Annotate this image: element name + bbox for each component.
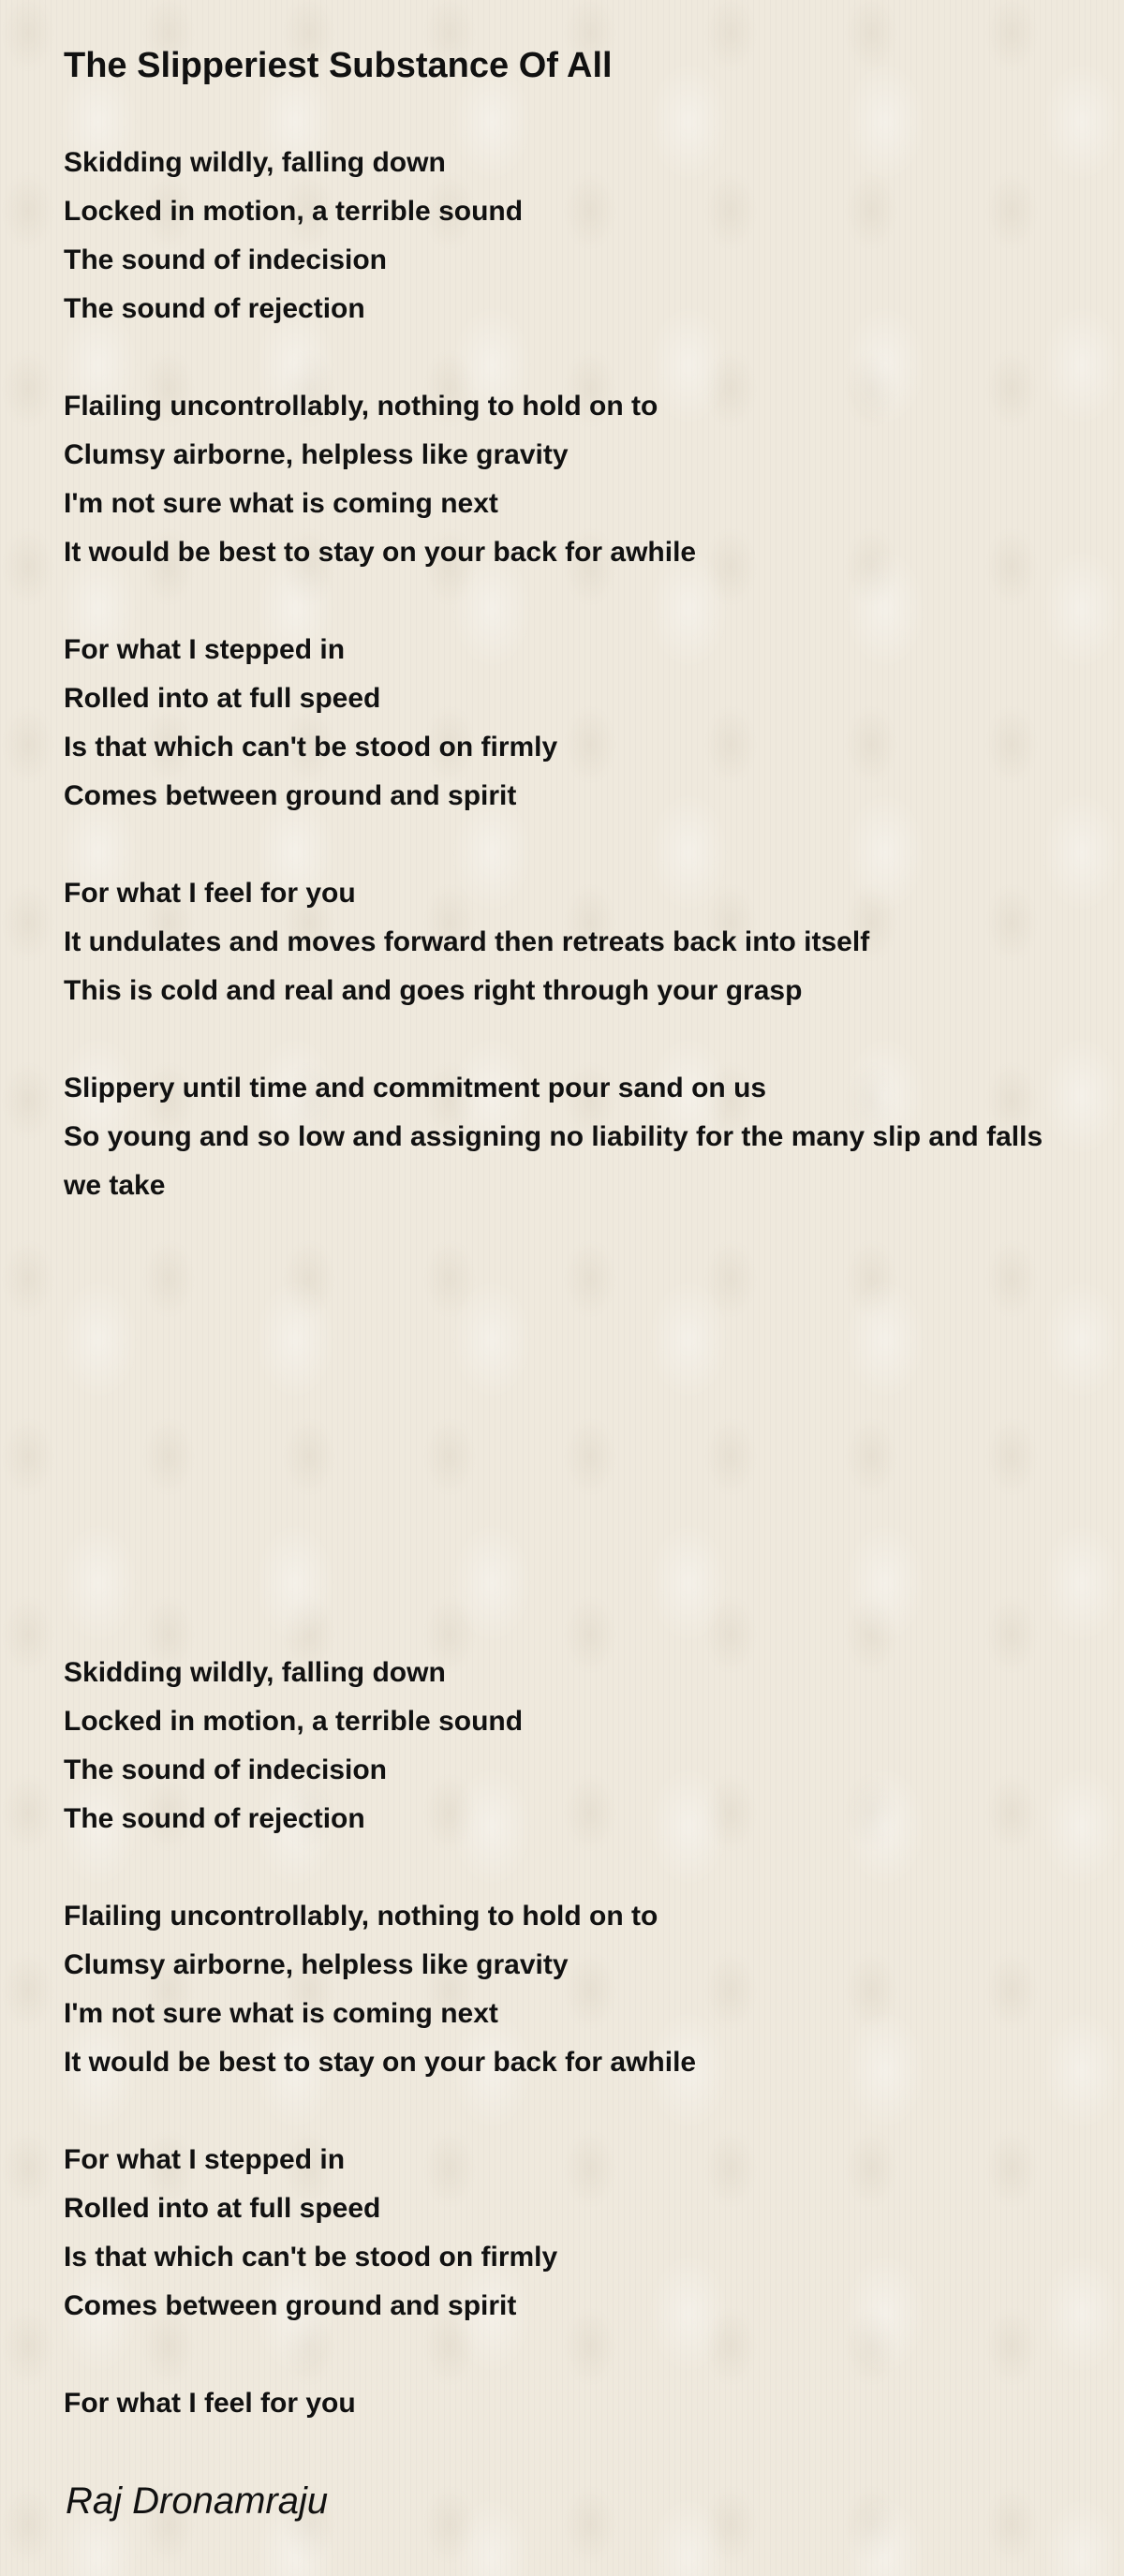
poem-line: Rolled into at full speed xyxy=(64,2193,381,2224)
poem-line: Flailing uncontrollably, nothing to hold on to xyxy=(64,391,658,422)
poem-body-bottom xyxy=(64,1649,1075,2477)
poem-line: I'm not sure what is coming next xyxy=(64,488,498,519)
poem-line: Rolled into at full speed xyxy=(64,683,381,714)
poem-line: Clumsy airborne, helpless like gravity xyxy=(64,439,569,470)
poem-line: So young and so low and assigning no liability for the many slip and falls we take xyxy=(64,1121,1043,1201)
stanza xyxy=(64,139,1075,333)
poem-line: Comes between ground and spirit xyxy=(64,2290,517,2321)
poem-line: The sound of rejection xyxy=(64,293,365,324)
poem-line: Locked in motion, a terrible sound xyxy=(64,196,524,227)
poem-line: This is cold and real and goes right through your grasp xyxy=(64,975,803,1006)
poem-line: For what I feel for you xyxy=(64,2388,356,2419)
stanza xyxy=(64,2379,1075,2428)
poem-line: For what I stepped in xyxy=(64,2144,346,2175)
poem-line: Is that which can't be stood on firmly xyxy=(64,732,558,762)
stanza xyxy=(64,626,1075,821)
poem-title: The Slipperiest Substance Of All xyxy=(64,46,613,85)
poem-line: It would be best to stay on your back for awhile xyxy=(64,537,697,568)
stanza xyxy=(64,382,1075,577)
poem-line: Skidding wildly, falling down xyxy=(64,1657,446,1688)
stanza xyxy=(64,1649,1075,1843)
stanza xyxy=(64,869,1075,1015)
author-name: Raj Dronamraju xyxy=(66,2480,329,2522)
poem-line: Clumsy airborne, helpless like gravity xyxy=(64,1949,569,1980)
poem-line: Slippery until time and commitment pour sand on us xyxy=(64,1073,767,1103)
poem-line: The sound of indecision xyxy=(64,1754,387,1785)
poem-line: For what I stepped in xyxy=(64,634,346,665)
poem-line: It undulates and moves forward then retreats back into itself xyxy=(64,926,870,957)
poem-line: Comes between ground and spirit xyxy=(64,780,517,811)
stanza xyxy=(64,1064,1075,1210)
poem-line: The sound of rejection xyxy=(64,1803,365,1834)
poem-line: Locked in motion, a terrible sound xyxy=(64,1706,524,1737)
poem-line: Flailing uncontrollably, nothing to hold on to xyxy=(64,1901,658,1932)
poem-line: For what I feel for you xyxy=(64,878,356,909)
poem-line: It would be best to stay on your back for awhile xyxy=(64,2047,697,2078)
poem-line: Skidding wildly, falling down xyxy=(64,147,446,178)
poem-line: Is that which can't be stood on firmly xyxy=(64,2242,558,2273)
stanza xyxy=(64,2136,1075,2331)
stanza xyxy=(64,1892,1075,2087)
poem-line: The sound of indecision xyxy=(64,244,387,275)
poem-body-top xyxy=(64,139,1075,1259)
poem-line: I'm not sure what is coming next xyxy=(64,1998,498,2029)
